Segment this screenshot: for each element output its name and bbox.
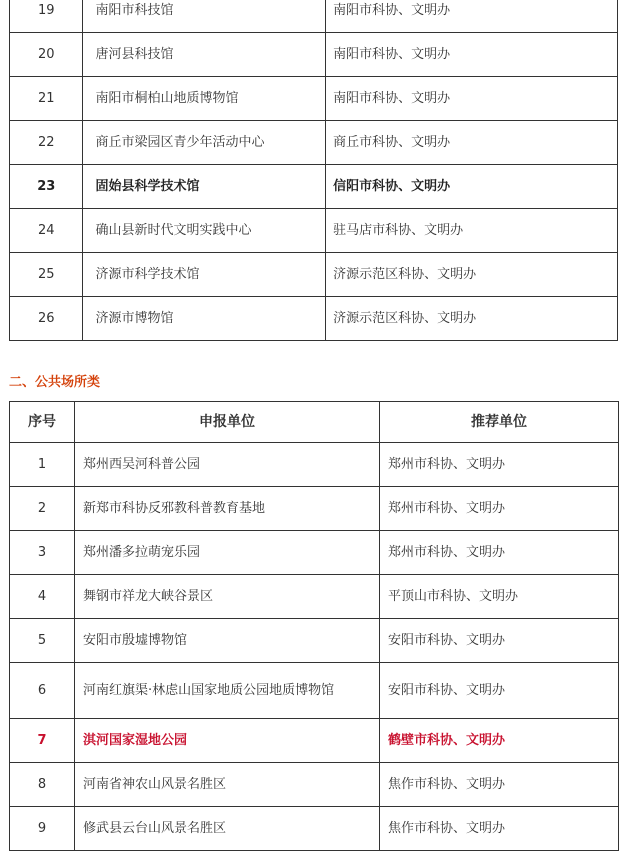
table-schools-continued [9, 0, 618, 341]
table-row [10, 487, 619, 531]
recommending-unit: 郑州市科协、文明办 [380, 531, 619, 575]
row-number: 8 [10, 763, 75, 807]
recommending-unit: 济源示范区科协、文明办 [326, 253, 618, 297]
recommending-unit: 安阳市科协、文明办 [380, 619, 619, 663]
row-number: 9 [10, 807, 75, 851]
row-number: 25 [10, 253, 83, 297]
row-number: 23 [10, 165, 83, 209]
table-row [10, 619, 619, 663]
table-public-places [9, 401, 619, 851]
row-number: 1 [10, 443, 75, 487]
recommending-unit: 驻马店市科协、文明办 [326, 209, 618, 253]
applicant-unit: 确山县新时代文明实践中心 [83, 209, 326, 253]
recommending-unit: 安阳市科协、文明办 [380, 663, 619, 719]
column-header-applicant: 申报单位 [75, 402, 380, 443]
table-header-row [10, 402, 619, 443]
recommending-unit: 商丘市科协、文明办 [326, 121, 618, 165]
table-row [10, 443, 619, 487]
table-row [10, 297, 618, 341]
column-header-number: 序号 [10, 402, 75, 443]
applicant-unit: 修武县云台山风景名胜区 [75, 807, 380, 851]
row-number: 2 [10, 487, 75, 531]
recommending-unit: 郑州市科协、文明办 [380, 487, 619, 531]
section-heading: 二、公共场所类 [9, 375, 101, 390]
row-number: 24 [10, 209, 83, 253]
applicant-unit: 南阳市科技馆 [83, 0, 326, 33]
row-number: 6 [10, 663, 75, 719]
table-row [10, 0, 618, 33]
recommending-unit: 郑州市科协、文明办 [380, 443, 619, 487]
applicant-unit: 唐河县科技馆 [83, 33, 326, 77]
applicant-unit: 郑州西吴河科普公园 [75, 443, 380, 487]
table-row [10, 575, 619, 619]
table-row [10, 165, 618, 209]
recommending-unit: 南阳市科协、文明办 [326, 33, 618, 77]
row-number: 19 [10, 0, 83, 33]
recommending-unit: 济源示范区科协、文明办 [326, 297, 618, 341]
recommending-unit: 鹤壁市科协、文明办 [380, 719, 619, 763]
recommending-unit: 焦作市科协、文明办 [380, 807, 619, 851]
applicant-unit: 济源市科学技术馆 [83, 253, 326, 297]
applicant-unit: 郑州潘多拉萌宠乐园 [75, 531, 380, 575]
applicant-unit: 新郑市科协反邪教科普教育基地 [75, 487, 380, 531]
row-number: 5 [10, 619, 75, 663]
applicant-unit: 商丘市梁园区青少年活动中心 [83, 121, 326, 165]
applicant-unit: 河南红旗渠·林虑山国家地质公园地质博物馆 [75, 663, 380, 719]
table-row [10, 121, 618, 165]
applicant-unit: 淇河国家湿地公园 [75, 719, 380, 763]
applicant-unit: 固始县科学技术馆 [83, 165, 326, 209]
recommending-unit: 焦作市科协、文明办 [380, 763, 619, 807]
row-number: 3 [10, 531, 75, 575]
applicant-unit: 舞钢市祥龙大峡谷景区 [75, 575, 380, 619]
recommending-unit: 平顶山市科协、文明办 [380, 575, 619, 619]
table-row [10, 253, 618, 297]
row-number: 21 [10, 77, 83, 121]
applicant-unit: 南阳市桐柏山地质博物馆 [83, 77, 326, 121]
table-row [10, 531, 619, 575]
row-number: 7 [10, 719, 75, 763]
applicant-unit: 河南省神农山风景名胜区 [75, 763, 380, 807]
recommending-unit: 南阳市科协、文明办 [326, 0, 618, 33]
applicant-unit: 安阳市殷墟博物馆 [75, 619, 380, 663]
table-row [10, 77, 618, 121]
applicant-unit: 济源市博物馆 [83, 297, 326, 341]
table-row [10, 33, 618, 77]
table-row [10, 663, 619, 719]
column-header-recommender: 推荐单位 [380, 402, 619, 443]
table-row [10, 209, 618, 253]
table-row-highlighted [10, 719, 619, 763]
row-number: 4 [10, 575, 75, 619]
table-row [10, 763, 619, 807]
row-number: 26 [10, 297, 83, 341]
row-number: 20 [10, 33, 83, 77]
row-number: 22 [10, 121, 83, 165]
recommending-unit: 信阳市科协、文明办 [326, 165, 618, 209]
table-row [10, 807, 619, 851]
recommending-unit: 南阳市科协、文明办 [326, 77, 618, 121]
